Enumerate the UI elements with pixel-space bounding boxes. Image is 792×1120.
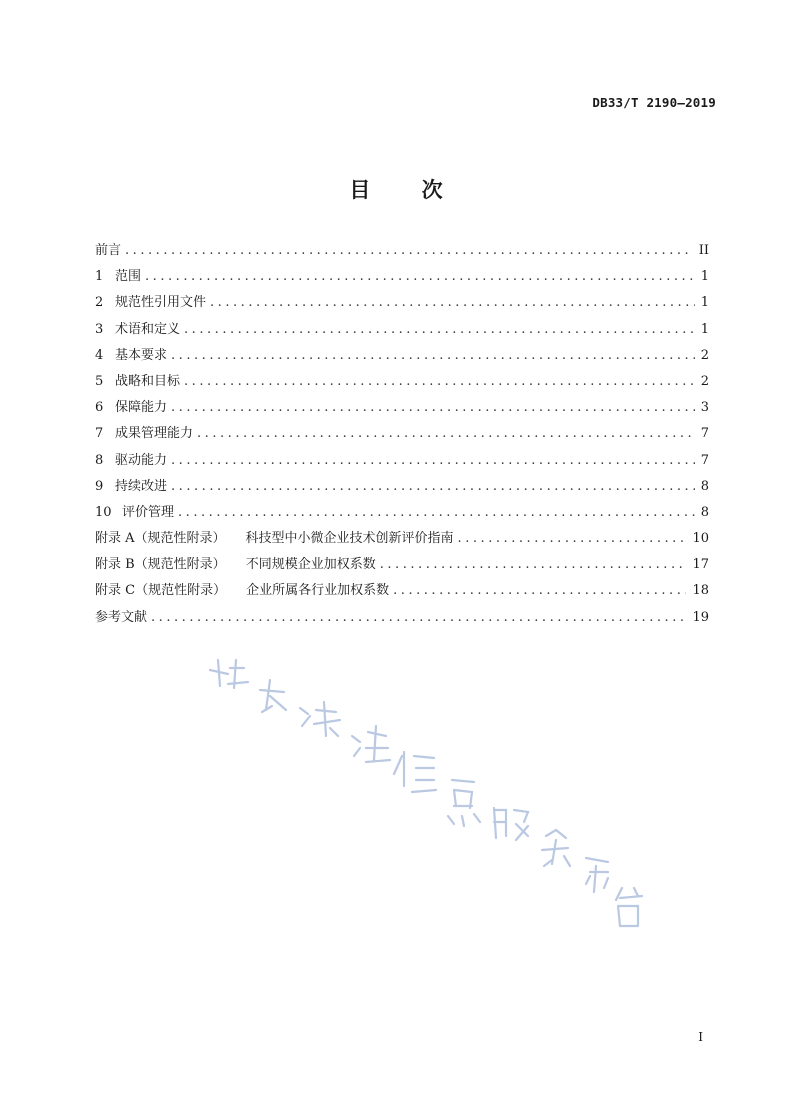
toc-entry-1[interactable]	[95, 265, 709, 291]
toc-page: 19	[692, 609, 709, 625]
toc-entry-3[interactable]	[95, 318, 709, 344]
toc-label: 不同规模企业加权系数	[245, 557, 376, 573]
page-title: 目 次	[349, 178, 465, 202]
toc-leader	[171, 479, 695, 494]
toc-page: 1	[700, 321, 709, 337]
toc-label: 前言	[95, 243, 122, 258]
toc-leader	[184, 374, 695, 389]
toc-appendix-label: 附录 B（规范性附录）	[95, 557, 226, 573]
toc-leader	[210, 295, 695, 310]
toc-label: 驱动能力	[115, 452, 168, 468]
toc-leader	[171, 348, 695, 363]
toc-label: 规范性引用文件	[115, 295, 207, 311]
toc-number: 2	[95, 295, 104, 311]
toc-page: 8	[700, 504, 709, 520]
document-code: DB33/T 2190—2019	[592, 95, 716, 110]
toc-entry-references[interactable]	[95, 606, 709, 632]
toc-page: 3	[700, 400, 709, 416]
toc-appendix-label: 附录 C（规范性附录）	[95, 583, 227, 599]
toc-entry-4[interactable]	[95, 344, 709, 370]
toc-leader	[171, 453, 695, 468]
toc-label: 战略和目标	[115, 373, 181, 389]
toc-number: 10	[95, 504, 112, 520]
toc-label: 基本要求	[115, 347, 168, 363]
toc-number: 4	[95, 347, 104, 363]
toc-label: 成果管理能力	[115, 426, 194, 442]
toc-page: 7	[700, 452, 709, 468]
toc-label: 企业所属各行业加权系数	[246, 583, 390, 599]
toc-number: 9	[95, 478, 104, 494]
toc-leader	[178, 505, 695, 520]
toc-label: 范围	[115, 269, 142, 285]
toc-entry-5[interactable]	[95, 370, 709, 396]
toc-label: 科技型中小微企业技术创新评价指南	[245, 531, 454, 547]
toc-page: 2	[700, 347, 709, 363]
toc-number: 6	[95, 400, 104, 416]
toc-page: 8	[700, 478, 709, 494]
toc-number: 7	[95, 426, 104, 442]
toc-page: 18	[692, 583, 709, 599]
toc-leader	[125, 243, 693, 258]
toc-label: 术语和定义	[115, 321, 181, 337]
toc-entry-6[interactable]	[95, 396, 709, 422]
toc-number: 1	[95, 269, 104, 285]
toc-entry-appendix-a[interactable]	[95, 527, 709, 553]
toc-entry-2[interactable]	[95, 291, 709, 317]
toc-entry-9[interactable]	[95, 475, 709, 501]
toc-leader	[458, 531, 687, 546]
toc-label: 评价管理	[122, 504, 175, 520]
toc-entry-appendix-c[interactable]	[95, 579, 709, 605]
toc-page: 1	[700, 295, 709, 311]
toc-entry-appendix-b[interactable]	[95, 553, 709, 579]
toc-page: 7	[700, 426, 709, 442]
toc-appendix-label: 附录 A（规范性附录）	[95, 531, 226, 547]
toc-leader	[380, 557, 687, 572]
toc-leader	[145, 269, 695, 284]
toc-page: 17	[692, 557, 709, 573]
toc-entry-10[interactable]	[95, 501, 709, 527]
toc-leader	[151, 610, 686, 625]
toc-leader	[197, 426, 695, 441]
toc-entry-7[interactable]	[95, 422, 709, 448]
watermark-image	[190, 640, 660, 940]
toc-number: 3	[95, 321, 104, 337]
page-number: I	[698, 1030, 703, 1044]
toc-leader	[393, 583, 686, 598]
toc-entry-foreword[interactable]	[95, 239, 709, 265]
toc-page: 10	[692, 531, 709, 547]
toc-label: 参考文献	[95, 609, 148, 625]
toc-entry-8[interactable]	[95, 449, 709, 475]
toc-page: II	[698, 243, 709, 258]
toc-leader	[184, 322, 695, 337]
toc-label: 保障能力	[115, 400, 168, 416]
toc-number: 5	[95, 373, 104, 389]
toc-page: 2	[700, 373, 709, 389]
toc-label: 持续改进	[115, 478, 168, 494]
toc-leader	[171, 400, 695, 415]
table-of-contents	[95, 239, 709, 632]
toc-number: 8	[95, 452, 104, 468]
toc-page: 1	[700, 269, 709, 285]
